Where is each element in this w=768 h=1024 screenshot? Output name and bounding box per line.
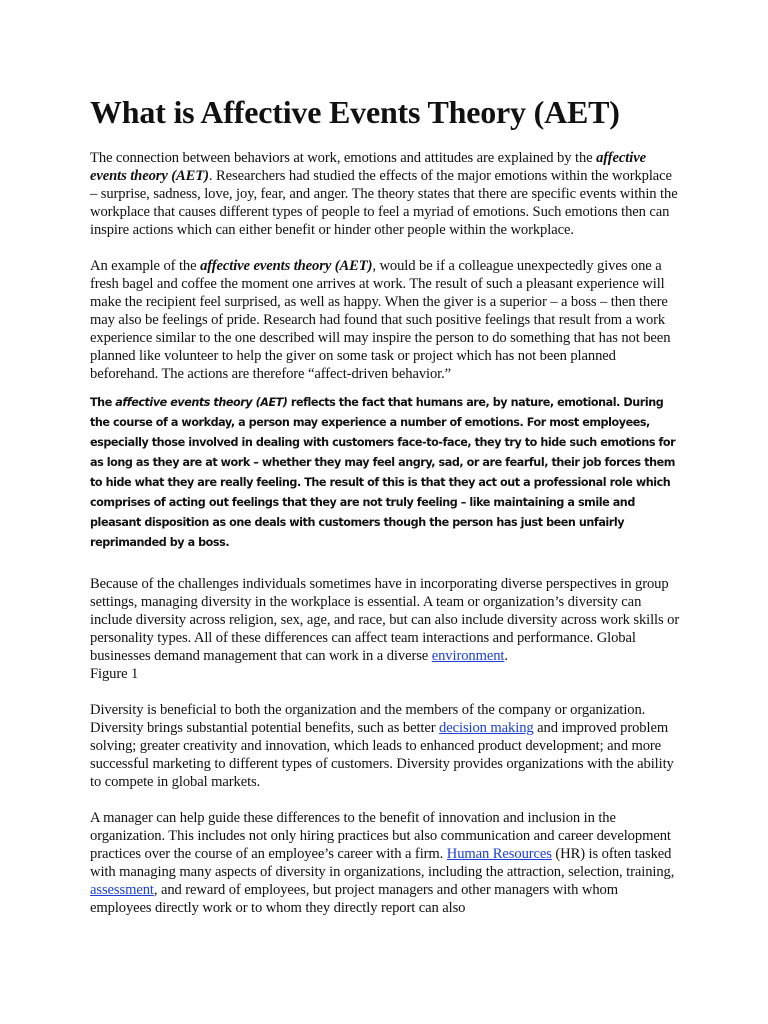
paragraph-diversity-text: Because of the challenges individuals sometimes have in incorporating diverse perspectives in group settings, managing diversity in the workplace is essential. A team or organization’s diversity can include diversity across religion, sex, age, and race, but can also include diversity across work skills or personality types. All of these differences can affect team interactions and performance. Global businesses demand management that can work in a diverse — [90, 576, 680, 664]
document-page — [90, 92, 680, 935]
assessment-link[interactable]: assessment — [90, 882, 154, 898]
paragraph-benefits-text-start: Diversity is beneficial to both the organization and the members of the company or organization. Diversity brings substantial potential benefits, such as better — [90, 702, 646, 736]
paragraph-manager-guidance — [90, 809, 680, 917]
paragraph-manager-text-middle: (HR) is often tasked with managing many aspects of diversity in organizations, including the attraction, selection, training, — [90, 846, 675, 880]
paragraph-emotions — [90, 393, 680, 553]
paragraph-diversity-challenges — [90, 575, 680, 683]
paragraph-example-text-start: An example of the — [90, 258, 201, 274]
paragraph-manager-text-end: , and reward of employees, but project managers and other managers with whom employees directly work or to whom they directly report can also — [90, 882, 618, 916]
decision-making-link[interactable]: decision making — [439, 720, 534, 736]
paragraph-intro-text-start: The connection between behaviors at work, emotions and attitudes are explained by the — [90, 150, 597, 166]
paragraph-emotions-text-end: reflects the fact that humans are, by nature, emotional. During the course of a workday, a person may experience a number of emotions. For most employees, especially those involved in dealing with customers face-to-face, they try to hide such emotions for as long as they are at work – whether they may feel angry, sad, or are fearful, their job forces them to hide what they are really feeling. The result of this is that they act out a professional role which comprises of acting out feelings that they are not truly feeling – like maintaining a smile and pleasant disposition as one deals with customers though the person has just been unfairly reprimanded by a boss. — [90, 396, 676, 549]
paragraph-intro — [90, 149, 680, 239]
aet-term-emphasis: affective events theory (AET) — [115, 396, 288, 409]
paragraph-example-text-end: , would be if a colleague unexpectedly gives one a fresh bagel and coffee the moment one arrives at work. The result of such a pleasant experience will make the recipient feel surprised, as well as happy. When the giver is a superior – a boss – then there may also be feelings of pride. Research had found that such positive feelings that result from a work experience similar to the one described will may inspire the person to do something that has not been planned like volunteer to help the giver on some task or project which has not been planned beforehand. The actions are therefore “affect-driven behavior.” — [90, 258, 671, 382]
environment-link[interactable]: environment — [431, 648, 505, 664]
paragraph-intro-text-end: . Researchers had studied the effects of the major emotions within the workplace – surprise, sadness, love, joy, fear, and anger. The theory states that there are specific events within the workplace that causes different types of people to feel a myriad of emotions. Such emotions then can inspire actions which can either benefit or hinder other people within the workplace. — [90, 168, 678, 238]
aet-term-emphasis: affective events theory (AET) — [200, 258, 373, 274]
human-resources-link[interactable]: Human Resources — [446, 846, 552, 862]
paragraph-benefits-text-end: and improved problem solving; greater creativity and innovation, which leads to enhanced product development; and more successful marketing to different types of customers. Diversity provides organizations with the ability to compete in global markets. — [90, 720, 674, 790]
figure-caption: Figure 1 — [90, 666, 139, 682]
paragraph-emotions-text-start: The — [90, 396, 116, 409]
aet-term-emphasis: affective events theory (AET) — [90, 150, 646, 184]
paragraph-diversity-period: . — [504, 648, 508, 664]
page-title: What is Affective Events Theory (AET) — [90, 94, 620, 130]
paragraph-manager-text-start: A manager can help guide these differences to the benefit of innovation and inclusion in the organization. This includes not only hiring practices but also communication and career development practices over the course of an employee’s career with a firm. — [90, 810, 671, 862]
paragraph-example — [90, 257, 680, 383]
paragraph-diversity-benefits — [90, 701, 680, 791]
